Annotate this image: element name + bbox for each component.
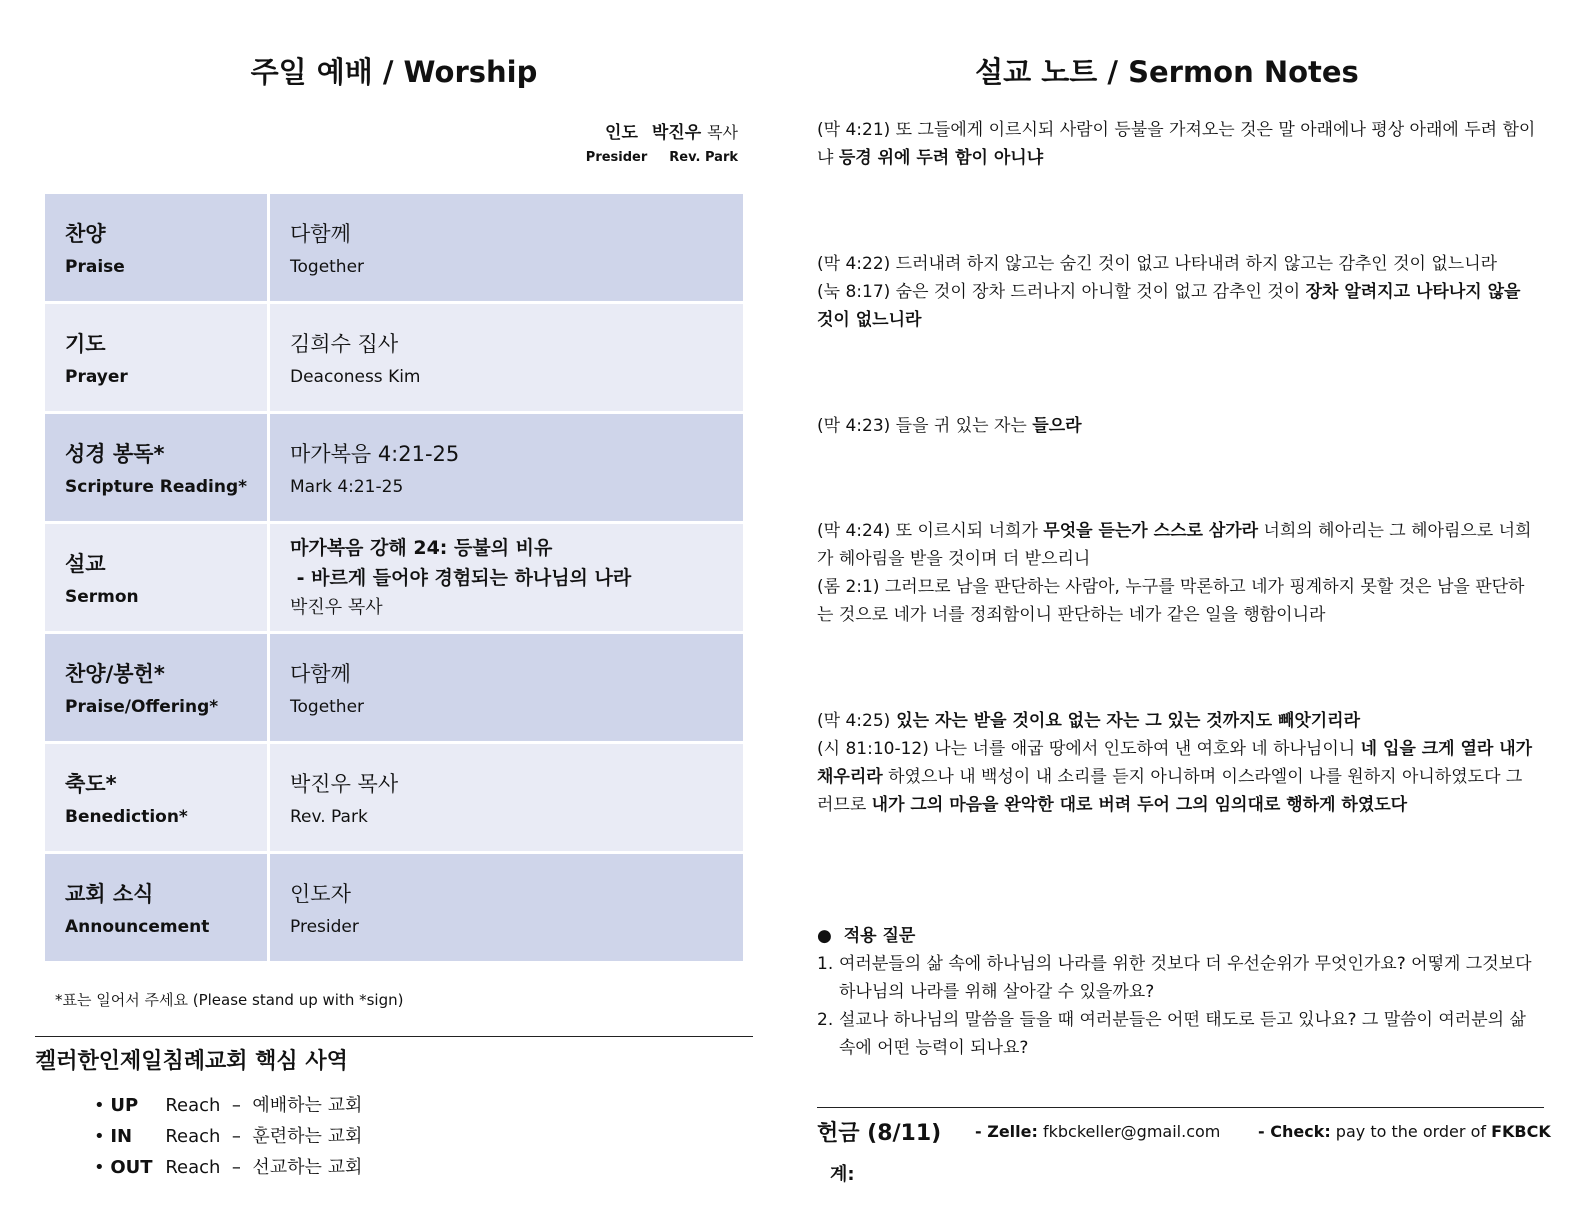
leader-ko: 인도자 xyxy=(290,882,351,906)
verse-ref: (롬 2:1) xyxy=(817,577,880,597)
item-en: Praise/Offering* xyxy=(65,697,219,717)
leader-ko: 박진우 목사 xyxy=(290,772,399,796)
item-en: Sermon xyxy=(65,587,139,607)
leader-en: Deaconess Kim xyxy=(290,367,421,387)
sermon-subtitle: - 바르게 들어야 경험되는 하나님의 나라 xyxy=(290,566,632,589)
item-ko: 설교 xyxy=(65,552,106,576)
divider xyxy=(35,1036,753,1037)
verse-text: 드러내려 하지 않고는 숨긴 것이 없고 나타내려 하지 않고는 감추인 것이 없느니라 xyxy=(890,254,1498,274)
apply-title: 적용 질문 xyxy=(843,926,916,946)
mission-text: Reach – 예배하는 교회 xyxy=(165,1095,363,1116)
verse-ref: (막 4:22) xyxy=(817,254,891,274)
mission-key: IN xyxy=(110,1126,133,1147)
table-row xyxy=(45,633,743,743)
item-ko: 교회 소식 xyxy=(65,882,154,906)
leader-en: Presider xyxy=(290,917,359,937)
bullet-icon: ● xyxy=(817,926,832,946)
check-label: - Check: xyxy=(1258,1122,1331,1141)
verse-block-3 xyxy=(817,412,1537,440)
verse-block-1 xyxy=(817,116,1537,172)
table-row xyxy=(45,853,743,963)
leader-ko: 김희수 집사 xyxy=(290,332,399,356)
verse-ref: (막 4:21) xyxy=(817,120,891,140)
presider-name-ko: 박진우 xyxy=(651,123,702,143)
presider-label-en: Presider xyxy=(585,150,648,165)
verse-block-2 xyxy=(817,250,1537,334)
check-value: pay to the order of xyxy=(1330,1122,1492,1141)
verse-block-5 xyxy=(817,707,1537,819)
verse-emphasis: 장차 알려지고 나타나지 않을 것이 없느니라 xyxy=(817,282,1521,330)
verse-text: 너희의 헤아리는 그 헤아림으로 너희가 헤아림을 받을 것이며 더 받으리니 xyxy=(817,521,1532,569)
table-row xyxy=(45,413,743,523)
application-questions xyxy=(817,922,1537,1062)
stand-note: *표는 일어서 주세요 (Please stand up with *sign) xyxy=(55,991,404,1009)
list-item: 1. 여러분들의 삶 속에 하나님의 나라를 위한 것보다 더 우선순위가 무엇인가요? 어떻게 그것보다 하나님의 나라를 위해 살아갈 수 있을까요? xyxy=(817,950,1537,1006)
offering-zelle xyxy=(975,1122,1220,1141)
verse-emphasis: 네 입을 크게 열라 내가 채우리라 xyxy=(817,739,1533,787)
preacher: 박진우 목사 xyxy=(290,596,383,618)
verse-emphasis: 내가 그의 마음을 완악한 대로 버려 두어 그의 임의대로 행하게 하였도다 xyxy=(871,795,1408,815)
verse-text: 나는 너를 애굽 땅에서 인도하여 낸 여호와 네 하나님이니 xyxy=(928,739,1361,759)
sermon-title: 마가복음 강해 24: 등불의 비유 xyxy=(290,536,553,559)
verse-ref: (막 4:25) xyxy=(817,711,891,731)
verse-emphasis: 있는 자는 받을 것이요 없는 자는 그 있는 것까지도 빼앗기리라 xyxy=(890,711,1361,731)
mission-list xyxy=(94,1091,362,1184)
verse-text: 하였으나 내 백성이 내 소리를 듣지 아니하며 이스라엘이 나를 원하지 아니하였도다 그러므로 xyxy=(817,767,1523,815)
item-en: Benediction* xyxy=(65,807,188,827)
leader-en: Together xyxy=(290,697,365,717)
verse-block-4 xyxy=(817,517,1537,629)
item-ko: 성경 봉독* xyxy=(65,442,165,466)
verse-text: 들을 귀 있는 자는 xyxy=(890,416,1033,436)
mission-title: 켈러한인제일침례교회 핵심 사역 xyxy=(35,1049,348,1074)
leader-en: Mark 4:21-25 xyxy=(290,477,404,497)
item-ko: 찬양 xyxy=(65,222,106,246)
verse-text: 또 이르시되 너희가 xyxy=(890,521,1044,541)
verse-emphasis: 등경 위에 두려 함이 아니냐 xyxy=(838,148,1044,168)
leader-en: Together xyxy=(290,257,365,277)
leader-ko: 마가복음 4:21-25 xyxy=(290,442,460,466)
leader-ko: 다함께 xyxy=(290,222,351,246)
verse-text: 숨은 것이 장차 드러나지 아니할 것이 없고 감추인 것이 xyxy=(890,282,1306,302)
verse-text: 그러므로 남을 판단하는 사람아, 누구를 막론하고 네가 핑계하지 못할 것은 남을 판단하는 것으로 네가 너를 정죄함이니 판단하는 네가 같은 일을 행함이니라 xyxy=(817,577,1525,625)
order-of-worship-table xyxy=(45,194,743,964)
presider-block xyxy=(450,118,738,165)
divider xyxy=(817,1107,1544,1108)
leader-en: Rev. Park xyxy=(290,807,368,827)
item-en: Scripture Reading* xyxy=(65,477,248,497)
verse-ref: (시 81:10-12) xyxy=(817,739,929,759)
table-row xyxy=(45,194,743,303)
presider-name-en: Rev. Park xyxy=(669,150,738,165)
verse-ref: (눅 8:17) xyxy=(817,282,891,302)
item-ko: 축도* xyxy=(65,772,117,796)
list-item: • IN Reach – 훈련하는 교회 xyxy=(94,1126,363,1147)
worship-title: 주일 예배 / Worship xyxy=(250,55,538,89)
table-row xyxy=(45,303,743,413)
item-ko: 기도 xyxy=(65,332,106,356)
verse-ref: (막 4:24) xyxy=(817,521,891,541)
verse-text: 또 그들에게 이르시되 사람이 등불을 가져오는 것은 말 아래에나 평상 아래에 두려 함이냐 xyxy=(817,120,1536,168)
leader-ko: 다함께 xyxy=(290,662,351,686)
item-en: Prayer xyxy=(65,367,128,387)
check-payee: FKBCK xyxy=(1491,1122,1551,1141)
table-row xyxy=(45,523,743,633)
verse-emphasis: 무엇을 듣는가 스스로 삼가라 xyxy=(1043,521,1259,541)
list-item: • UP Reach – 예배하는 교회 xyxy=(94,1095,363,1116)
mission-key: UP xyxy=(110,1095,139,1116)
zelle-value: fkbckeller@gmail.com xyxy=(1037,1122,1221,1141)
offering-title: 헌금 (8/11) xyxy=(817,1121,942,1146)
table-row xyxy=(45,743,743,853)
mission-text: Reach – 훈련하는 교회 xyxy=(165,1126,363,1147)
item-en: Praise xyxy=(65,257,125,277)
presider-label-ko: 인도 xyxy=(605,123,638,143)
item-ko: 찬양/봉헌* xyxy=(65,662,165,686)
question-text: 설교나 하나님의 말씀을 들을 때 여러분들은 어떤 태도로 듣고 있나요? 그 말씀이 여러분의 삶 속에 어떤 능력이 되나요? xyxy=(839,1010,1526,1058)
offering-check xyxy=(1258,1122,1551,1141)
zelle-label: - Zelle: xyxy=(975,1122,1038,1141)
verse-emphasis: 들으라 xyxy=(1032,416,1082,436)
offering-total-label: 계: xyxy=(830,1164,855,1185)
verse-ref: (막 4:23) xyxy=(817,416,891,436)
question-text: 여러분들의 삶 속에 하나님의 나라를 위한 것보다 더 우선순위가 무엇인가요? 어떻게 그것보다 하나님의 나라를 위해 살아갈 수 있을까요? xyxy=(839,954,1532,1002)
list-item: 2. 설교나 하나님의 말씀을 들을 때 여러분들은 어떤 태도로 듣고 있나요? 그 말씀이 여러분의 삶 속에 어떤 능력이 되나요? xyxy=(817,1006,1537,1062)
list-item: • OUT Reach – 선교하는 교회 xyxy=(94,1157,363,1178)
item-en: Announcement xyxy=(65,917,210,937)
mission-text: Reach – 선교하는 교회 xyxy=(165,1157,363,1178)
sermon-notes-title: 설교 노트 / Sermon Notes xyxy=(975,55,1359,89)
mission-key: OUT xyxy=(110,1157,153,1178)
presider-title-ko: 목사 xyxy=(707,123,738,142)
